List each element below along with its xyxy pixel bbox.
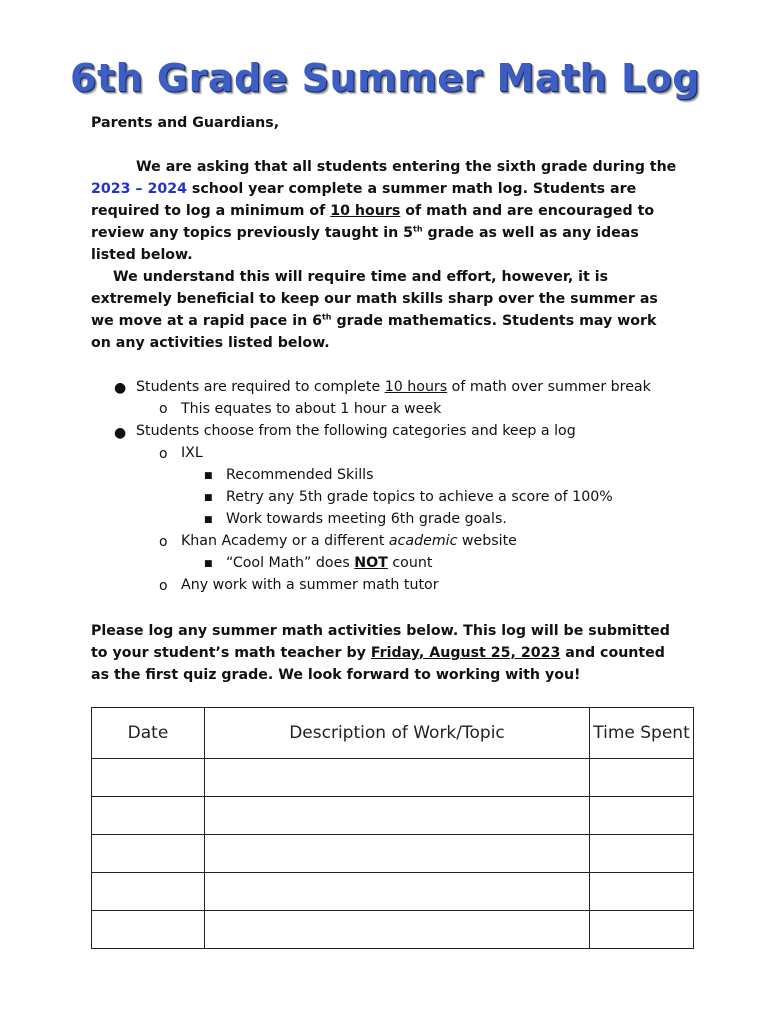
list-item: IXL (181, 445, 203, 461)
page-title: 6th Grade Summer Math Log (70, 56, 700, 100)
table-row (92, 873, 694, 911)
time-cell[interactable] (590, 797, 694, 835)
square-bullet-marker: ■ (204, 471, 213, 481)
table-header-row (92, 708, 694, 759)
sub-bullet-marker: o (159, 401, 168, 417)
not-emphasis: NOT (354, 555, 388, 571)
list-item: “Cool Math” does NOT count (226, 555, 433, 571)
math-log-table (91, 707, 694, 949)
list-item: Work towards meeting 6th grade goals. (226, 511, 507, 527)
list-item: Recommended Skills (226, 467, 374, 483)
due-date: Friday, August 25, 2023 (370, 645, 561, 661)
time-cell[interactable] (590, 759, 694, 797)
date-cell[interactable] (92, 873, 205, 911)
time-cell[interactable] (590, 835, 694, 873)
square-bullet-marker: ■ (204, 559, 213, 569)
date-cell[interactable] (92, 911, 205, 949)
square-bullet-marker: ■ (204, 515, 213, 525)
sub-bullet-marker: o (159, 578, 168, 594)
description-cell[interactable] (205, 835, 590, 873)
bullet-marker: ● (114, 425, 127, 441)
time-cell[interactable] (590, 911, 694, 949)
date-cell[interactable] (92, 835, 205, 873)
list-item: Khan Academy or a different academic website (181, 533, 517, 549)
table-row (92, 835, 694, 873)
intro-paragraph: We are asking that all students entering the sixth grade during the 2023 – 2024 school year complete a summer math log. Students are required to log a minimum of 10 hours of math and are encouraged to review any topics previously taught in 5th grade as well as any ideas listed below. (91, 159, 677, 263)
bullet-marker: ● (114, 380, 127, 396)
list-item: Students are required to complete 10 hours of math over summer break (136, 379, 651, 395)
column-header-date: Date (92, 708, 205, 759)
required-hours: 10 hours (330, 203, 401, 219)
description-cell[interactable] (205, 797, 590, 835)
list-item: This equates to about 1 hour a week (181, 401, 442, 417)
sub-bullet-marker: o (159, 534, 168, 550)
description-cell[interactable] (205, 911, 590, 949)
submission-paragraph: Please log any summer math activities below. This log will be submitted to your student’s math teacher by Friday, August 25, 2023 and counted as the first quiz grade. We look forward to working with you! (91, 623, 670, 683)
column-header-description: Description of Work/Topic (205, 708, 590, 759)
description-cell[interactable] (205, 759, 590, 797)
date-cell[interactable] (92, 797, 205, 835)
time-cell[interactable] (590, 873, 694, 911)
column-header-time-spent: Time Spent (590, 708, 694, 759)
table-row (92, 797, 694, 835)
table-row (92, 911, 694, 949)
list-item: Students choose from the following categories and keep a log (136, 423, 576, 439)
table-row (92, 759, 694, 797)
description-cell[interactable] (205, 873, 590, 911)
sub-bullet-marker: o (159, 446, 168, 462)
date-cell[interactable] (92, 759, 205, 797)
school-year: 2023 – 2024 (91, 181, 187, 197)
list-item: Retry any 5th grade topics to achieve a score of 100% (226, 489, 613, 505)
greeting: Parents and Guardians, (91, 115, 280, 131)
effort-paragraph: We understand this will require time and effort, however, it is extremely beneficial to keep our math skills sharp over the summer as we move at a rapid pace in 6th grade mathematics. Students may work on any activities listed below. (91, 269, 658, 351)
list-item: Any work with a summer math tutor (181, 577, 439, 593)
square-bullet-marker: ■ (204, 493, 213, 503)
